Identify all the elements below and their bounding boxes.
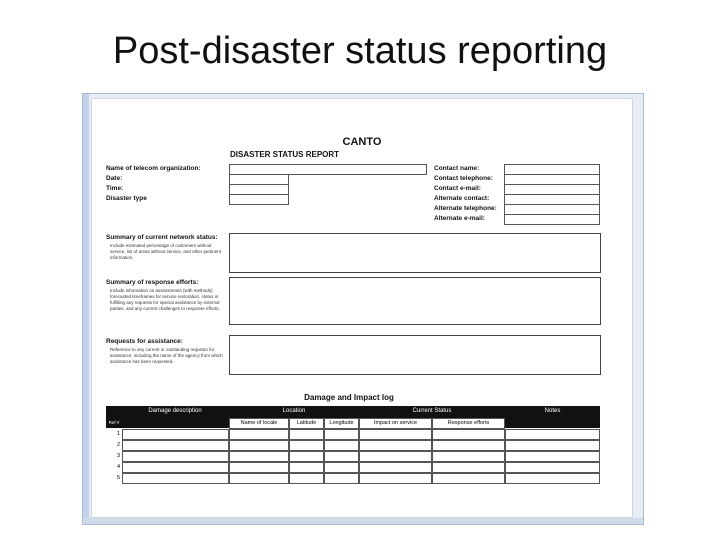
label-alternate-email: Alternate e-mail:: [434, 215, 485, 222]
log-title: Damage and Impact log: [304, 393, 394, 402]
log-table-cell[interactable]: [289, 451, 324, 462]
section-assistance-title: Requests for assistance:: [106, 338, 183, 345]
slide-title: Post-disaster status reporting: [112, 30, 608, 72]
log-table-cell[interactable]: [122, 451, 229, 462]
label-date: Date:: [106, 175, 123, 182]
assistance-field[interactable]: [229, 335, 601, 375]
log-table-cell[interactable]: [359, 462, 432, 473]
log-table-cell[interactable]: [289, 462, 324, 473]
log-table-cell[interactable]: [324, 451, 359, 462]
log-table-cell[interactable]: [122, 473, 229, 484]
section-response-efforts-hint: Include information on assessments (with methods), forecasted timeframes for service restoration, status in fulfilling any requests for special assistance by external parties, and any current challenges to response efforts.: [110, 288, 220, 311]
log-table-cell[interactable]: [289, 473, 324, 484]
log-table-cell[interactable]: [122, 462, 229, 473]
log-table-cell[interactable]: [229, 473, 289, 484]
log-row-number: 2: [116, 442, 120, 448]
log-table-cell[interactable]: [324, 440, 359, 451]
header-damage-description: Damage description: [148, 408, 202, 414]
log-table-cell[interactable]: [324, 462, 359, 473]
log-table-cell[interactable]: [505, 473, 600, 484]
log-table-cell[interactable]: [359, 451, 432, 462]
log-table-cell[interactable]: [289, 429, 324, 440]
log-table-cell[interactable]: [122, 440, 229, 451]
label-alternate-telephone: Alternate telephone:: [434, 205, 497, 212]
label-contact-name: Contact name:: [434, 165, 480, 172]
label-contact-telephone: Contact telephone:: [434, 175, 493, 182]
log-table-cell[interactable]: [229, 462, 289, 473]
subheader-latitude: Latitude: [289, 418, 324, 429]
log-table-cell[interactable]: [505, 451, 600, 462]
alternate-email-field[interactable]: [504, 214, 600, 225]
subheader-response: Response efforts: [432, 418, 505, 429]
log-row-number: 5: [116, 475, 120, 481]
log-table-cell[interactable]: [359, 473, 432, 484]
header-current-status: Current Status: [412, 408, 452, 414]
log-row-number: 3: [116, 453, 120, 459]
log-table-cell[interactable]: [122, 429, 229, 440]
label-time: Time:: [106, 185, 124, 192]
network-status-field[interactable]: [229, 233, 601, 273]
log-table-cell[interactable]: [432, 473, 505, 484]
log-table-cell[interactable]: [229, 451, 289, 462]
log-table-cell[interactable]: [505, 440, 600, 451]
frame-left-bar: [83, 94, 89, 524]
log-table-cell[interactable]: [432, 429, 505, 440]
log-table-cell[interactable]: [505, 429, 600, 440]
subheader-longitude: Longitude: [324, 418, 359, 429]
log-table-cell[interactable]: [432, 451, 505, 462]
document-frame: [82, 93, 644, 525]
section-network-status-title: Summary of current network status:: [106, 234, 218, 241]
section-response-efforts-title: Summary of response efforts:: [106, 279, 199, 286]
log-table-cell[interactable]: [359, 429, 432, 440]
subheader-locale: Name of locale: [229, 418, 289, 429]
label-disaster-type: Disaster type: [106, 195, 147, 202]
report-page: [91, 98, 633, 518]
frame-bottom-bar: [83, 518, 643, 524]
log-table-cell[interactable]: [324, 473, 359, 484]
log-table-cell[interactable]: [229, 440, 289, 451]
log-row-number: 1: [116, 431, 120, 437]
log-table-cell[interactable]: [359, 440, 432, 451]
response-efforts-field[interactable]: [229, 277, 601, 325]
log-table-cell[interactable]: [289, 440, 324, 451]
log-table-cell[interactable]: [229, 429, 289, 440]
label-organization: Name of telecom organization:: [106, 165, 201, 172]
org-name: CANTO: [342, 136, 382, 148]
log-row-number: 4: [116, 464, 120, 470]
log-table-cell[interactable]: [432, 462, 505, 473]
label-contact-email: Contact e-mail:: [434, 185, 481, 192]
subheader-impact: Impact on service: [359, 418, 432, 429]
section-network-status-hint: Include estimated percentage of customers without service, list of areas without service, and other pertinent information.: [110, 243, 222, 260]
header-location: Location: [282, 408, 306, 414]
log-table-cell[interactable]: [324, 429, 359, 440]
log-table-cell[interactable]: [505, 462, 600, 473]
label-alternate-contact: Alternate contact:: [434, 195, 490, 202]
header-ref: Ref #: [108, 420, 120, 425]
section-assistance-hint: Reference to any current or outstanding requests for assistance, including the name of the agency from which assistance has been requested.: [110, 347, 223, 364]
header-notes: Notes: [544, 408, 561, 414]
log-table-cell[interactable]: [432, 440, 505, 451]
disaster-type-field[interactable]: [229, 194, 289, 205]
report-title: DISASTER STATUS REPORT: [230, 150, 340, 159]
